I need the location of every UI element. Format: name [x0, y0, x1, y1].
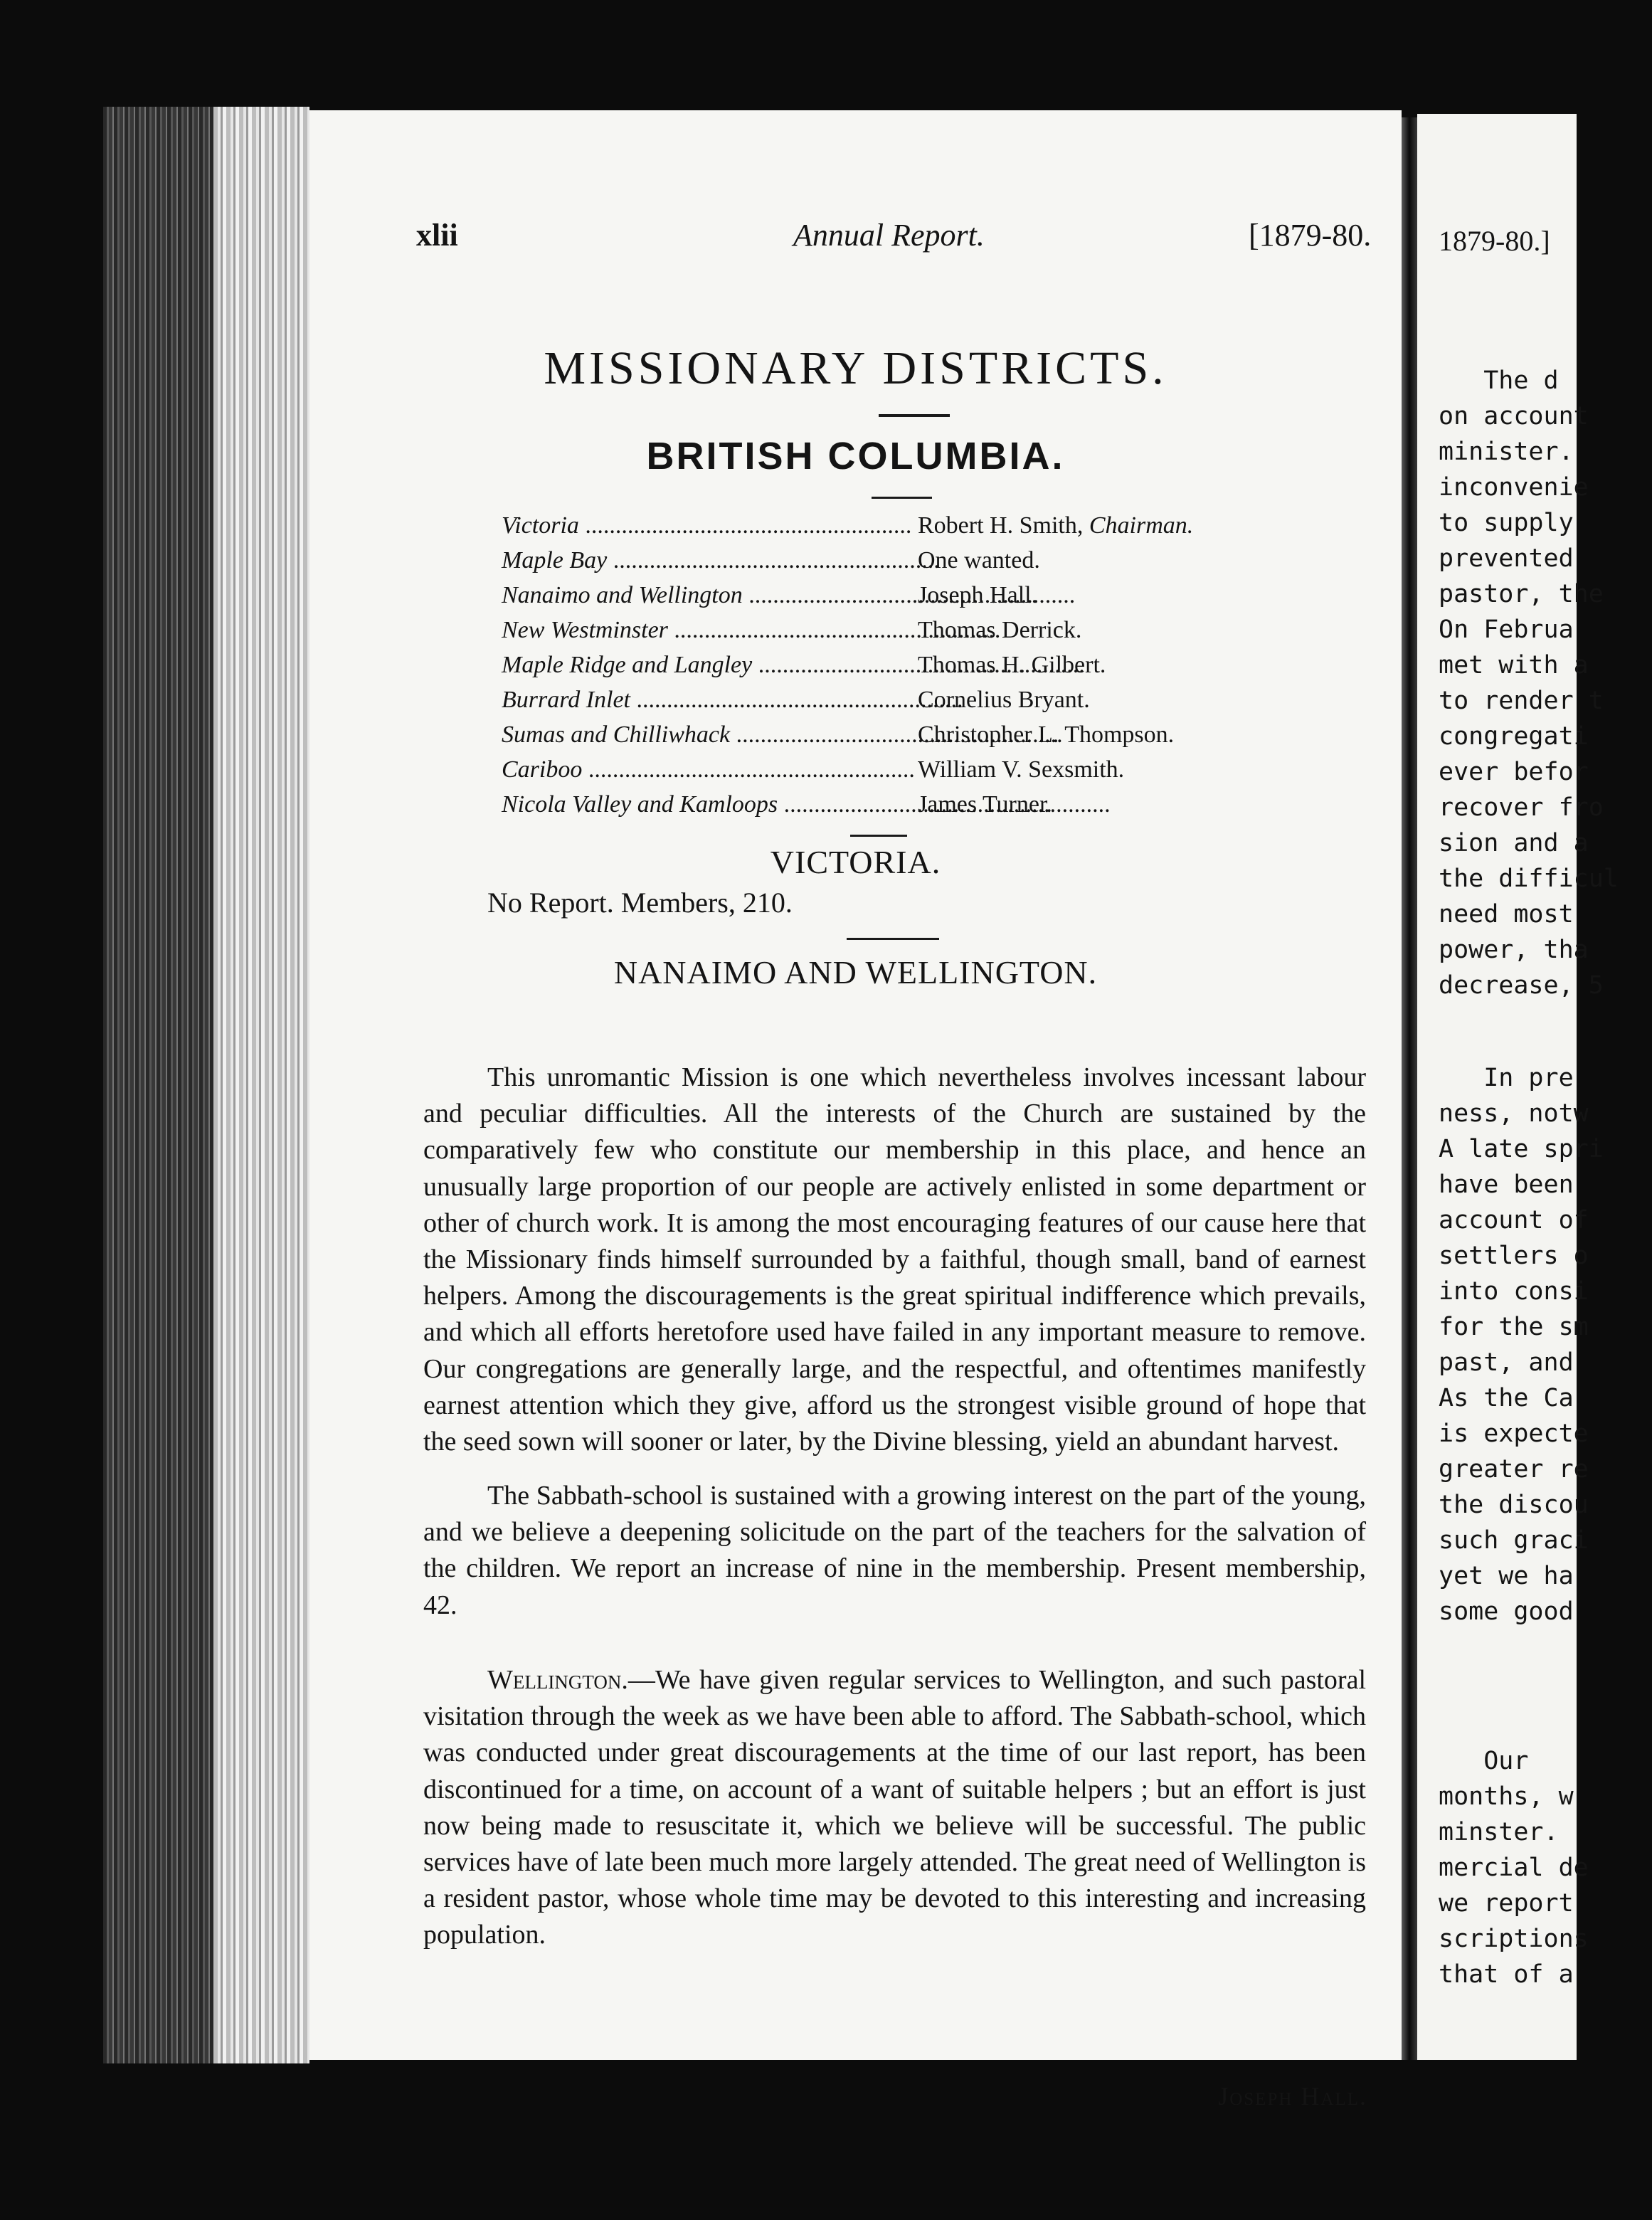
circuit-place: Sumas and Chilliwhack ..... [502, 722, 900, 756]
right-page-text: The d on account minister. inconvenie to supply prevented pastor, the On Februa met with a to render t congregati ever befor recover fro sion and a the difficul need most power, tha decrease, 5 [1439, 366, 1619, 1000]
circuit-row [502, 652, 1355, 687]
circuit-place: New Westminster ..... [502, 617, 900, 652]
circuit-place: Cariboo ..... [502, 756, 900, 791]
minister-name: Robert H. Smith, [918, 512, 1084, 539]
circuit-place: Maple Ridge and Langley ..... [502, 652, 900, 687]
circuit-minister: Cornelius Bryant. [918, 687, 1090, 713]
signature: Joseph Hall. [1218, 2082, 1367, 2110]
circuit-minister: Thomas H. Gilbert. [918, 652, 1106, 678]
page-year: [1879-80. [1249, 218, 1372, 253]
circuit-row [502, 756, 1355, 791]
circuit-minister: Christopher L. Thompson. [918, 722, 1175, 748]
divider-rule [850, 835, 907, 837]
running-title: Annual Report. [793, 218, 985, 253]
circuit-row [502, 547, 1355, 582]
circuit-minister: William V. Sexsmith. [918, 756, 1125, 783]
section-heading-nanaimo: NANAIMO AND WELLINGTON. [613, 954, 1098, 990]
circuit-minister: Thomas Derrick. [918, 617, 1082, 643]
page-title: MISSIONARY DISTRICTS. [544, 342, 1167, 394]
circuit-row [502, 791, 1355, 826]
paragraph-lead: Wellington. [487, 1665, 628, 1695]
victoria-note: No Report. Members, 210. [487, 887, 793, 919]
circuit-place: Maple Bay ..... [502, 547, 900, 582]
right-page-text: In pre ness, notw A late spri have been account of settlers o into consi for the sm past, and As the Ca is expecte greater re the discou such graci yet we ha some good [1439, 1064, 1604, 1626]
minister-role: Chairman. [1089, 512, 1194, 539]
paragraph-text: —We have given regular services to Wellington, and such pastoral visitation through the week as we have been able to afford. The Sabbath-school, which was conducted under great discouragements at the time of our last report, has been discontinued for a time, on account of a want of suitable helpers ; but an effort is just now being made to resuscitate it, which we believe will be successful. The public services have of late been much more largely attended. The great need of Wellington is a resident pastor, whose whole time may be devoted to this interesting and increasing population. [423, 1665, 1366, 1950]
body-paragraph: This unromantic Mission is one which nevertheless involves incessant labour and peculiar difficulties. All the interests of the Church are sustained by the comparatively few who constitute our membership in this place, and hence an unusually large proportion of our people are actively enlisted in some department or other of church work. It is among the most encouraging features of our cause here that the Missionary finds himself surrounded by a faithful, though small, band of earnest helpers. Among the discouragements is the great spiritual indifference which prevails, and which all efforts heretofore used have failed in any important measure to remove. Our congregations are generally large, and the respectful, and oftentimes manifestly earnest attention which they give, afford us the strongest visible ground of hope that the seed sown will sooner or later, by the Divine blessing, yield an abundant harvest. [423, 1062, 1366, 1457]
circuit-list [502, 512, 1355, 826]
circuit-row [502, 722, 1355, 756]
section-heading-victoria: VICTORIA. [770, 844, 941, 880]
circuit-place: Victoria ..... [502, 512, 900, 547]
body-paragraph: The Sabbath-school is sustained with a growing interest on the part of the young, and we believe a deepening solicitude on the part of the teachers for the salvation of the children. We report an increase of nine in the membership. Present membership, 42. [423, 1481, 1366, 1620]
book-gutter [1402, 117, 1417, 2060]
body-paragraph [423, 1662, 1366, 1954]
right-page-fragment [1417, 114, 1619, 2060]
divider-rule [872, 497, 932, 499]
right-page-text: Our months, w minster. mercial de we report scriptions that of a [1439, 1747, 1589, 1989]
left-page [309, 110, 1402, 2110]
page-number: xlii [416, 218, 458, 253]
divider-rule [847, 938, 939, 940]
circuit-row [502, 687, 1355, 722]
circuit-minister: Joseph Hall. [918, 582, 1038, 608]
district-title: BRITISH COLUMBIA. [646, 435, 1065, 477]
circuit-row [502, 617, 1355, 652]
circuit-minister: One wanted. [918, 547, 1040, 574]
circuit-row [502, 512, 1355, 547]
circuit-place: Burrard Inlet ..... [502, 687, 900, 722]
divider-rule [879, 414, 950, 417]
right-page-header: 1879-80.] [1439, 225, 1550, 257]
book-page-edges-light [213, 107, 309, 2063]
circuit-place: Nanaimo and Wellington ..... [502, 582, 900, 617]
circuit-row [502, 582, 1355, 617]
circuit-minister: James Turner. [918, 791, 1052, 818]
circuit-minister [900, 512, 1193, 547]
circuit-place: Nicola Valley and Kamloops ..... [502, 791, 900, 826]
